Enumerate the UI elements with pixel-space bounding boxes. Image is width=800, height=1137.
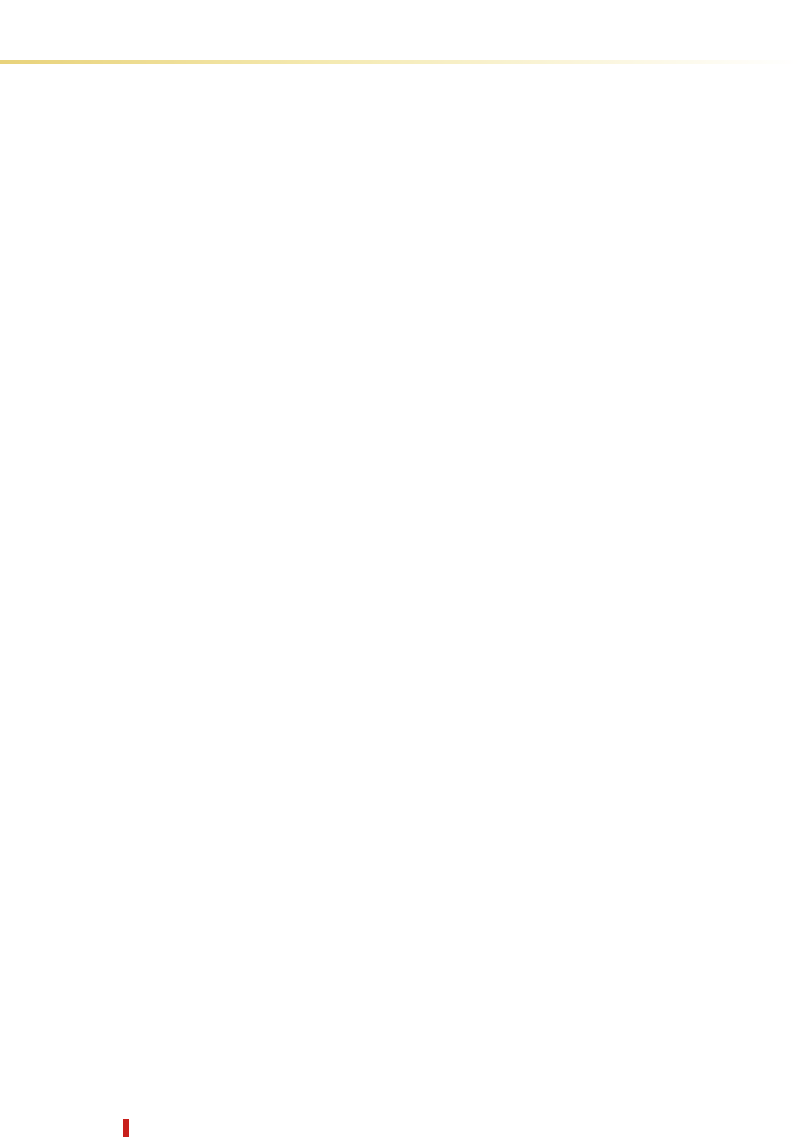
header-divider: [0, 60, 800, 64]
page-header: [0, 0, 800, 78]
page-footer: [0, 1119, 800, 1137]
edition-badge: [123, 1119, 129, 1137]
